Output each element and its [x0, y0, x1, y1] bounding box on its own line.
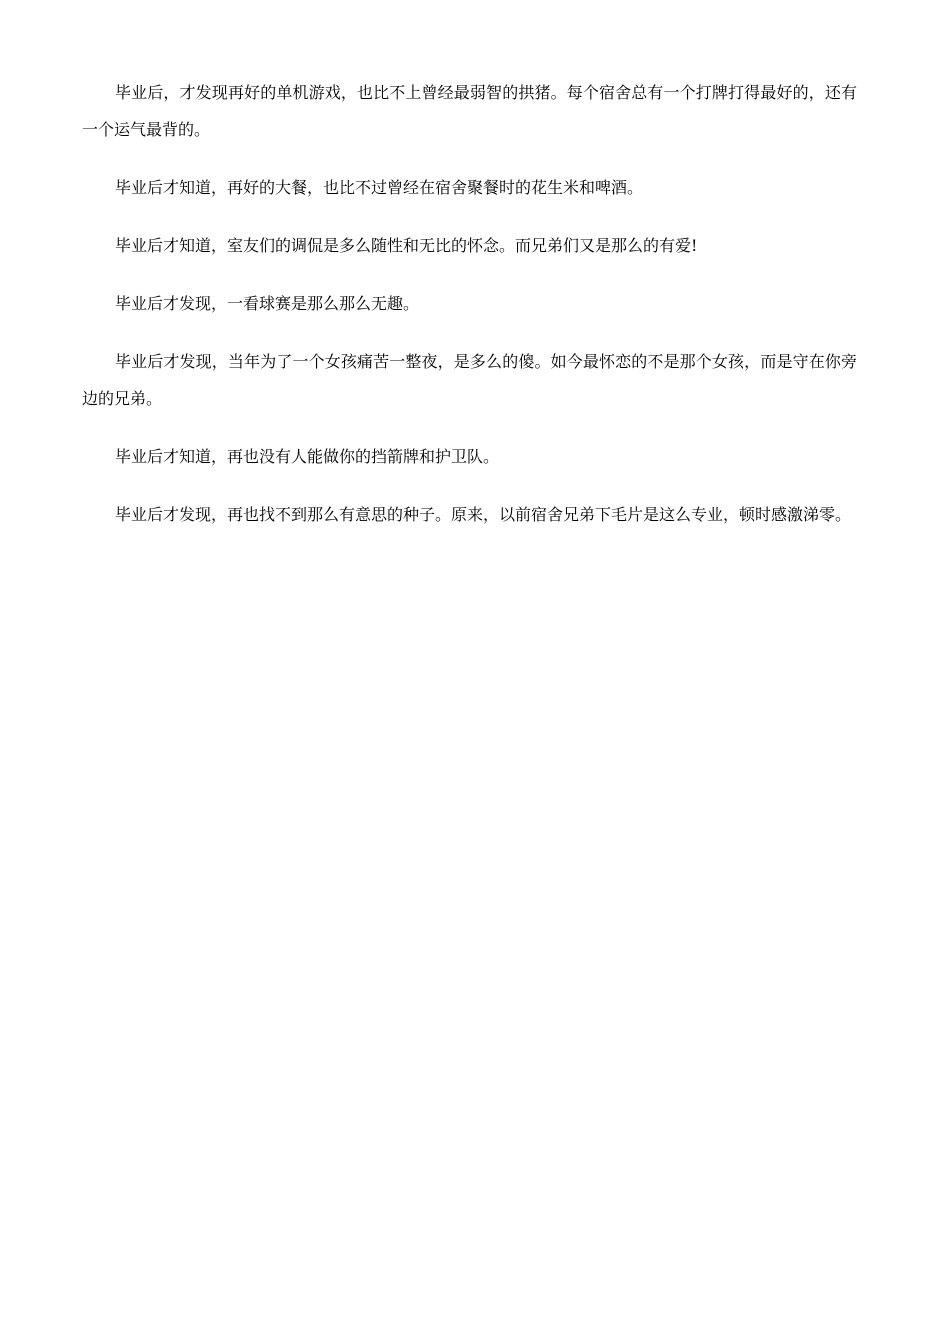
paragraph-4: 毕业后才发现，一看球赛是那么那么无趣。	[115, 294, 420, 313]
paragraph-6: 毕业后才知道，再也没有人能做你的挡箭牌和护卫队。	[115, 447, 500, 466]
paragraph-1: 毕业后，才发现再好的单机游戏，也比不上曾经最弱智的拱猪。每个宿舍总有一个打牌打得最好的，还有一个运气最背的。	[82, 83, 857, 139]
paragraph-3: 毕业后才知道，室友们的调侃是多么随性和无比的怀念。而兄弟们又是那么的有爱!	[115, 236, 698, 255]
document-body	[82, 74, 857, 533]
paragraph-7: 毕业后才发现，再也找不到那么有意思的种子。原来，以前宿舍兄弟下毛片是这么专业，顿时感激涕零。	[115, 505, 852, 524]
paragraph-2: 毕业后才知道，再好的大餐，也比不过曾经在宿舍聚餐时的花生米和啤酒。	[115, 178, 644, 197]
paragraph-5: 毕业后才发现，当年为了一个女孩痛苦一整夜，是多么的傻。如今最怀恋的不是那个女孩，而是守在你旁边的兄弟。	[82, 352, 857, 408]
